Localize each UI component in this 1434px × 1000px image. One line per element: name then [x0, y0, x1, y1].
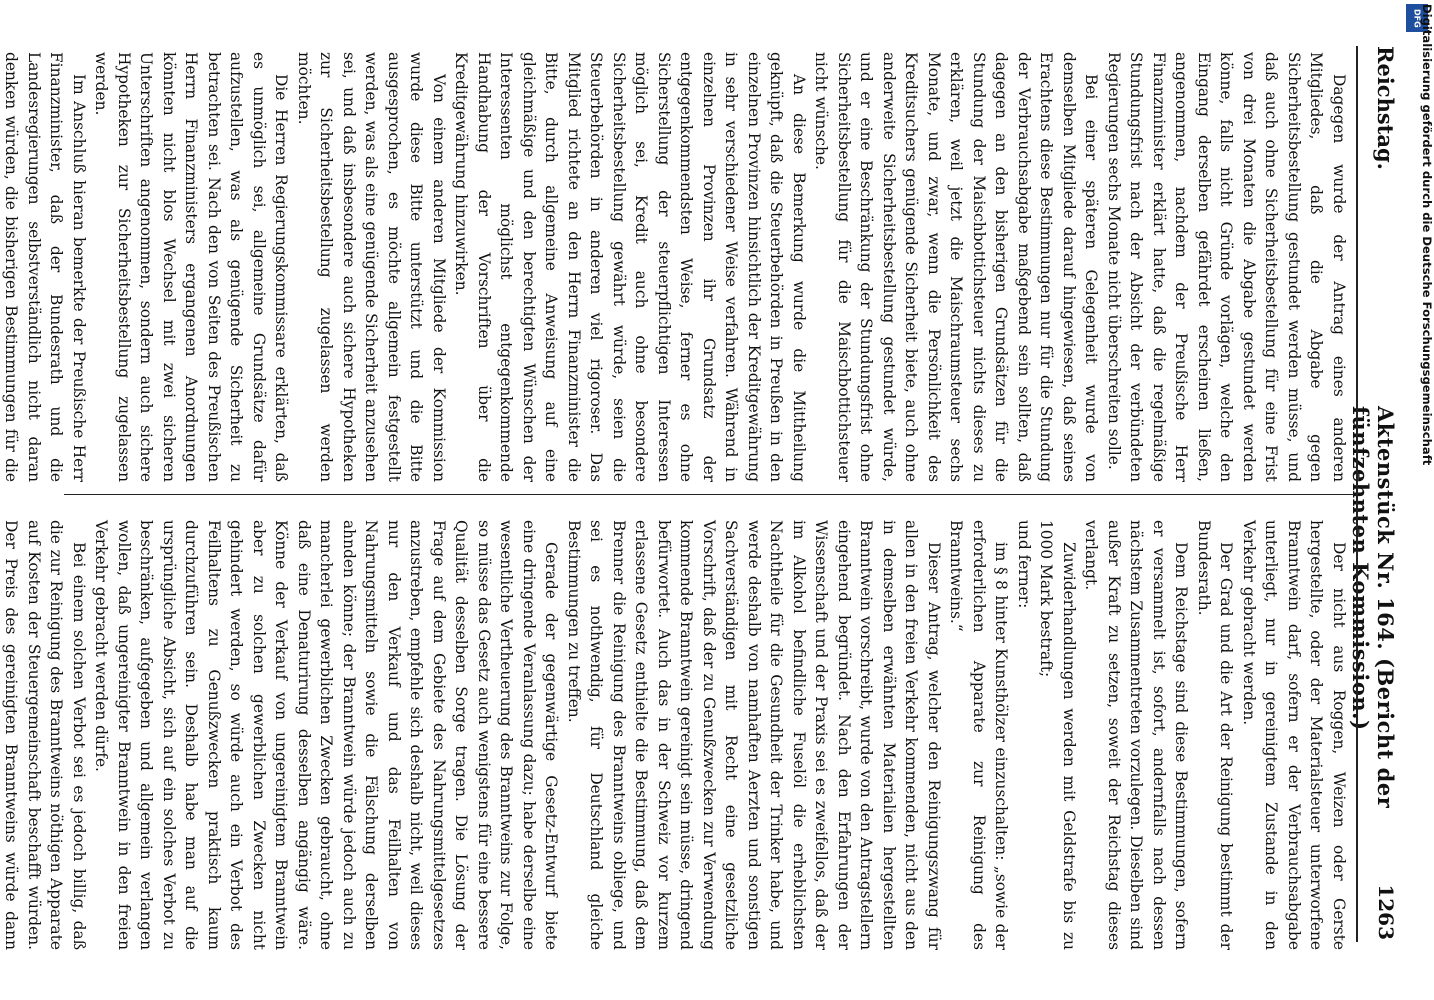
paragraph: Die Herren Regierungskommissare erklärten, daß es unmöglich sei, allgemeine Grundsätze dafür aufzustellen, was als genügende Sicherheit zu betrachten sei. Nach den von Seiten des Preußischen Herrn Finanzministers ergangenen Anordnungen könnten nicht blos Wechsel mit zwei sicheren Unterschriften angenommen, sondern auch sichere Hypotheken zur Sicherheitsbestellung zugelassen werden.: [92, 52, 291, 482]
paragraph: Gerade der gegenwärtige Gesetz-Entwurf biete eine dringende Veranlassung dazu; habe derselbe eine wesentliche Vertheuerung des Branntweins zur Folge, so müsse das Gesetz auch wenigstens für eine bessere Qualität desselben Sorge tragen. Die Lösung der Frage auf dem Gebiete des Nahrungsmittelgesetzes anzustreben, empfehle sich deshalb nicht, weil dieses nur den Verkauf und das Feilhalten von Nahrungsmitteln sowie die Fälschung derselben ahnden könne; der Branntwein würde jedoch auch zu mancherlei gewerblichen Zwecken gebraucht, ohne daß eine Denaturirung desselben angängig wäre. Könne der Verkauf von ungereinigtem Branntwein aber zu solchen gewerblichen Zwecken nicht gehindert werden, so würde auch ein Verbot des Feilhaltens zu Genußzwecken praktisch kaum durchzuführen sein. Deshalb habe man auf die ursprüngliche Absicht, sich auf ein solches Verbot zu beschränken, aufgegeben und allgemein verlangen wollen, daß ungereinigter Branntwein in den freien Verkehr gebracht werden dürfe.: [92, 520, 561, 950]
digitization-stamp: [1402, 0, 1432, 1000]
header-rule: [1356, 46, 1358, 942]
paragraph: Der nicht aus Roggen, Weizen oder Gerste hergestellte, oder der Materialsteuer unterworfene Branntwein darf, sofern er der Verbrauchsabgabe unterliegt, nur in gereinigtem Zustande in den Verkehr gebracht werden.: [1240, 520, 1348, 950]
right-column: [0, 520, 1350, 950]
paragraph: Bei einer späteren Gelegenheit wurde von demselben Mitgliede darauf hingewiesen, daß seines Erachtens diese Bestimmungen nur für die Stundung der Verbrauchsabgabe maßgebend sein sollten, daß dagegen an den bisherigen Grundsätzen für die Stundung der Maischbottichsteuer nichts dieses zu erklären, weil jetzt die Maischraumsteuer sechs Monate, und zwar, wenn die Persönlichkeit des Kreditsuchers genügende Sicherheit biete, auch ohne anderweite Sicherheitsbestellung gestundet würde, und er eine Beschränkung der Stundungsfrist ohne Sicherheitsbestellung für die Maischbottichsteuer nicht wünsche.: [812, 52, 1101, 482]
header-left: Reichstag.: [1373, 46, 1398, 170]
paragraph: Dieser Antrag, welcher den Reinigungszwang für allen in den freien Verkehr kommenden, nicht aus den in demselben erwähnten Materialien hergestellten Branntwein vorschreibt, wurde von den Antragstellern eingehend begründet. Nach den Erfahrungen der Wissenschaft und der Praxis sei es zweifellos, daß der im Alkohol befindliche Fuselöl die erheblichsten Nachtheile für die Gesundheit der Trinker habe, und werde deshalb von namhaften Aerzten und sonstigen Sachverständigen mit Recht eine gesetzliche Vorschrift, daß der zu Genußzwecken zur Verwendung kommende Branntwein gereinigt sein müsse, dringend befürwortet. Auch das in der Schweiz vor kurzem erlassene Gesetz enthielte die Bestimmung, daß dem Brenner die Reinigung des Branntweins obliege, und sei es nothwendig, für Deutschland gleiche Bestimmungen zu treffen.: [565, 520, 943, 950]
paragraph: Dagegen wurde der Antrag eines anderen Mitgliedes, daß die Abgabe gegen Sicherheitsbestellung gestundet werden müsse, und daß auch ohne Sicherheitsbestellung für eine Frist von drei Monaten die Abgabe gestundet werden könne, falls nicht Gründe vorlägen, welche den Eingang derselben gefährdet erscheinen ließen, angenommen, nachdem der Preußische Herr Finanzminister erklärt hatte, daß die regelmäßige Stundungsfrist nach der Absicht der verbündeten Regierungen sechs Monate nicht überschreiten solle.: [1105, 52, 1348, 482]
digitization-credit: Digitalisierung gefördert durch die Deutsche Forschungsgemeinschaft: [1420, 4, 1434, 466]
left-column: [0, 52, 1350, 482]
header-title: Aktenstück Nr. 164. (Bericht der fünfzehnten Kommission.): [1348, 406, 1398, 809]
paragraph: Dem Reichstage sind diese Bestimmungen, sofern er versammelt ist, sofort, andernfalls nach dessen nächstem Zusammentreten vorzulegen. Dieselben sind außer Kraft zu setzen, soweit der Reichstag dieses verlangt.: [1082, 520, 1191, 950]
paragraph: An diese Bemerkung wurde die Mittheilung geknüpft, daß die Steuerbehörden in Preußen in den einzelnen Provinzen hinsichtlich der Kreditgewährung in sehr verschiedener Weise verfahren. Während in einzelnen Provinzen ihr Grundsatz der entgegenkommendsten Weise, ferner es ohne Sicherstellung der steuerpflichtigen Interessen möglich sei, Kredit auch ohne besondere Sicherheitsbestellung gewährt würde, seien die Steuerbehörden in anderen viel rigoroser. Das Mitglied richtete an den Herrn Finanzminister die Bitte, durch allgemeine Anweisung auf eine gleichmäßige und den berechtigten Wünschen der Interessenten möglichst entgegenkommende Handhabung der Vorschriften über die Kreditgewährung hinzuwirken.: [452, 52, 808, 482]
quote: im § 8 hinter Kunsthölzer einzuschalten: „sowie der erforderlichen Apparate zur Reinigung des Branntweins.“: [947, 520, 1011, 950]
paragraph: Zuwiderhandlungen werden mit Geldstrafe bis zu 1000 Mark bestraft;: [1037, 520, 1078, 950]
column-divider: [64, 494, 1354, 495]
paragraph: und ferner:: [1015, 520, 1033, 609]
paragraph: Bei einem solchen Verbot sei es jedoch billig, daß die zur Reinigung des Branntweins nöthigen Apparate auf Kosten der Steuergemeinschaft beschafft würden. Der Preis des gereinigten Branntweins würde dann: [2, 520, 88, 950]
page-number: 1263: [1374, 884, 1398, 940]
paragraph: Im Anschluß hieran bemerkte der Preußische Herr Finanzminister, daß der Bundesrath und die Landesregierungen selbstverständlich nicht daran denken würden, die bisherigen Bestimmungen für die: [2, 52, 88, 482]
paragraph: Von einem anderen Mitgliede der Kommission wurde diese Bitte unterstützt und die Bitte ausgesprochen, es möchte allgemein festgestellt werden, was als eine genügende Sicherheit anzusehen sei, und daß insbesondere auch sichere Hypotheken zur Sicherheitsbestellung zugelassen werden möchten.: [295, 52, 448, 482]
dfg-logo: DFG: [1406, 4, 1428, 32]
page-header: [1348, 46, 1404, 940]
paragraph: Der Grad und die Art der Reinigung bestimmt der Bundesrath.: [1195, 520, 1236, 950]
